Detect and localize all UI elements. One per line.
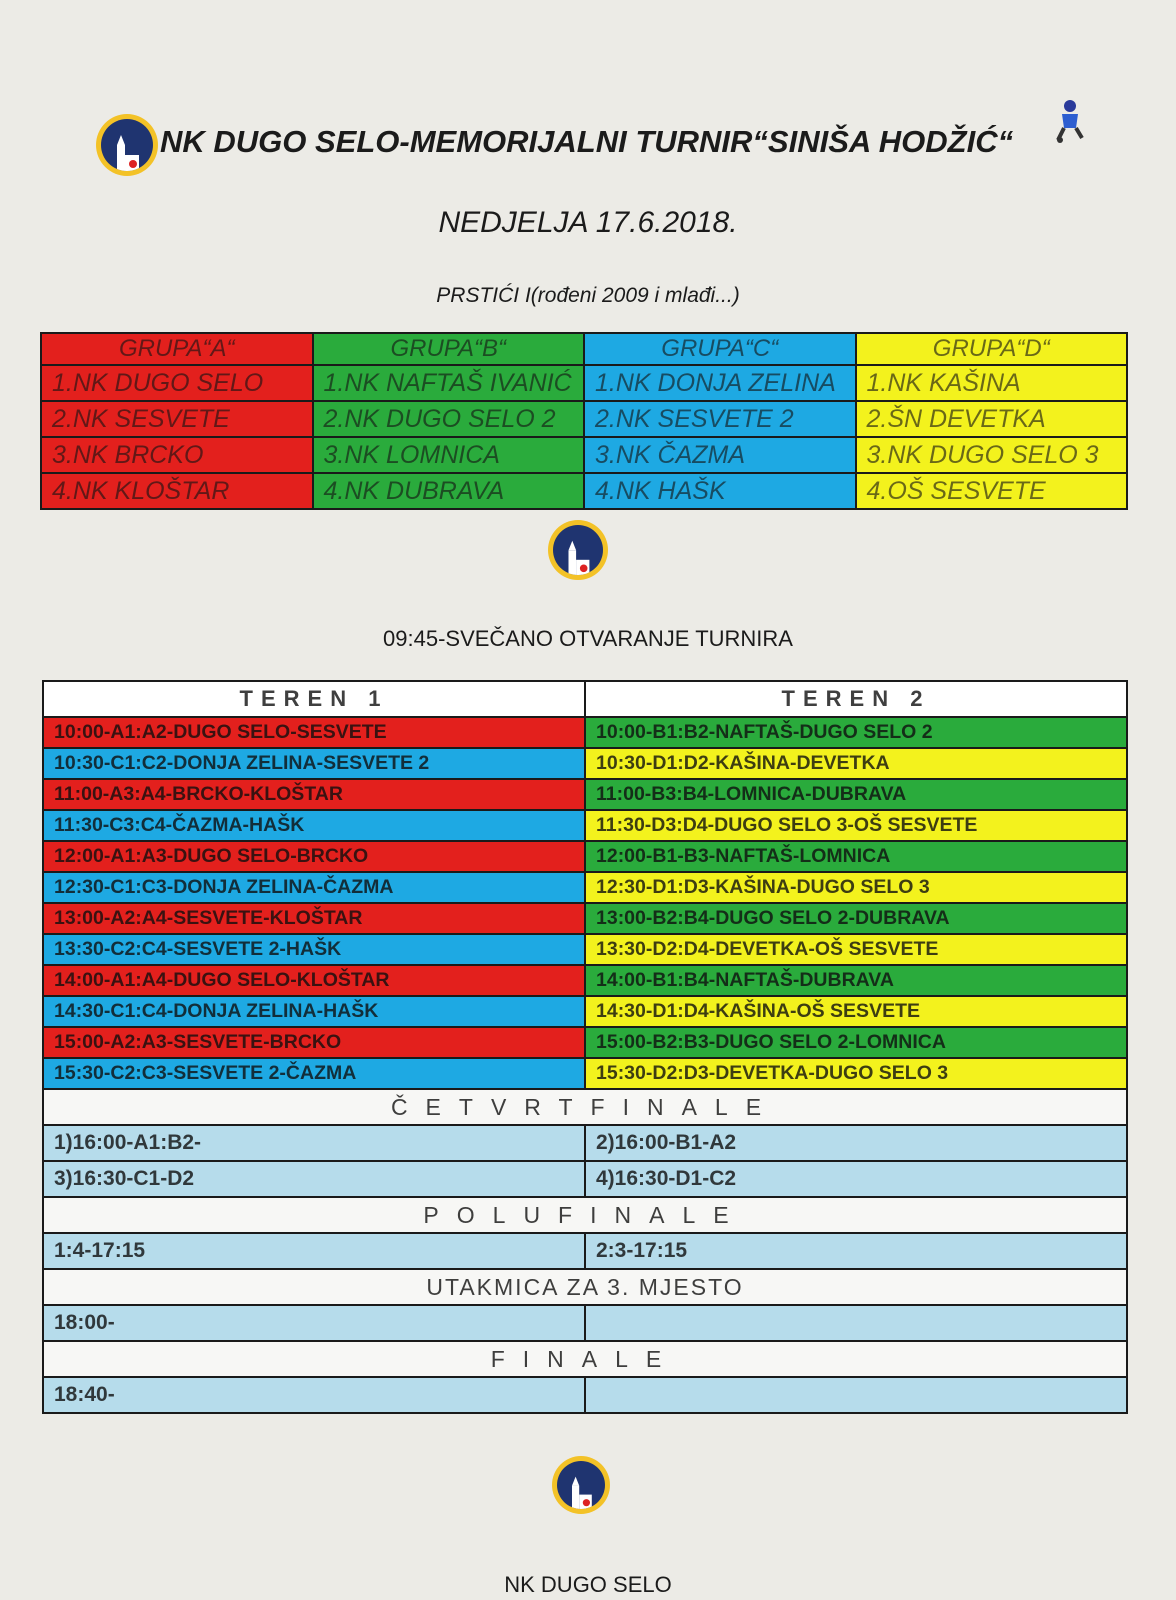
- field-1-header: TEREN 1: [43, 681, 585, 717]
- third-place-match: 18:00-: [43, 1305, 585, 1341]
- quarterfinal-match: 1)16:00-A1:B2-: [43, 1125, 585, 1161]
- match-cell: 10:00-A1:A2-DUGO SELO-SESVETE: [43, 717, 585, 748]
- field-2-header: TEREN 2: [585, 681, 1127, 717]
- group-header: GRUPA“A“: [41, 333, 313, 365]
- quarterfinal-match: 4)16:30-D1-C2: [585, 1161, 1127, 1197]
- opening-ceremony: 09:45-SVEČANO OTVARANJE TURNIRA: [383, 626, 793, 651]
- group-team: 1.NK DONJA ZELINA: [584, 365, 856, 401]
- match-cell: 13:00-B2:B4-DUGO SELO 2-DUBRAVA: [585, 903, 1127, 934]
- group-team: 4.NK KLOŠTAR: [41, 473, 313, 509]
- group-team: 1.NK KAŠINA: [856, 365, 1128, 401]
- groups-table: [40, 332, 1128, 510]
- group-header: GRUPA“D“: [856, 333, 1128, 365]
- page-title: NK DUGO SELO-MEMORIJALNI TURNIR“SINIŠA HODŽIĆ“: [160, 124, 1014, 159]
- match-cell: 15:30-C2:C3-SESVETE 2-ČAZMA: [43, 1058, 585, 1089]
- group-team: 4.OŠ SESVETE: [856, 473, 1128, 509]
- group-team: 4.NK HAŠK: [584, 473, 856, 509]
- group-team: 2.ŠN DEVETKA: [856, 401, 1128, 437]
- match-cell: 14:00-A1:A4-DUGO SELO-KLOŠTAR: [43, 965, 585, 996]
- final-header: FINALE: [43, 1341, 1127, 1377]
- match-cell: 15:30-D2:D3-DEVETKA-DUGO SELO 3: [585, 1058, 1127, 1089]
- match-cell: 10:00-B1:B2-NAFTAŠ-DUGO SELO 2: [585, 717, 1127, 748]
- match-cell: 10:30-D1:D2-KAŠINA-DEVETKA: [585, 748, 1127, 779]
- group-team: 3.NK DUGO SELO 3: [856, 437, 1128, 473]
- group-team: 2.NK DUGO SELO 2: [313, 401, 585, 437]
- match-cell: 12:00-B1-B3-NAFTAŠ-LOMNICA: [585, 841, 1127, 872]
- match-cell: 14:30-C1:C4-DONJA ZELINA-HAŠK: [43, 996, 585, 1027]
- match-cell: 11:00-A3:A4-BRCKO-KLOŠTAR: [43, 779, 585, 810]
- final-match: 18:40-: [43, 1377, 585, 1413]
- third-place-header: UTAKMICA ZA 3. MJESTO: [43, 1269, 1127, 1305]
- group-team: 2.NK SESVETE 2: [584, 401, 856, 437]
- club-logo: [96, 114, 158, 176]
- empty-cell: [585, 1377, 1127, 1413]
- quarterfinal-match: 3)16:30-C1-D2: [43, 1161, 585, 1197]
- group-team: 3.NK LOMNICA: [313, 437, 585, 473]
- match-cell: 15:00-B2:B3-DUGO SELO 2-LOMNICA: [585, 1027, 1127, 1058]
- match-cell: 13:00-A2:A4-SESVETE-KLOŠTAR: [43, 903, 585, 934]
- match-cell: 12:00-A1:A3-DUGO SELO-BRCKO: [43, 841, 585, 872]
- semifinal-header: POLUFINALE: [43, 1197, 1127, 1233]
- empty-cell: [585, 1305, 1127, 1341]
- match-cell: 14:00-B1:B4-NAFTAŠ-DUBRAVA: [585, 965, 1127, 996]
- match-cell: 15:00-A2:A3-SESVETE-BRCKO: [43, 1027, 585, 1058]
- quarterfinal-match: 2)16:00-B1-A2: [585, 1125, 1127, 1161]
- group-team: 3.NK ČAZMA: [584, 437, 856, 473]
- group-team: 4.NK DUBRAVA: [313, 473, 585, 509]
- match-cell: 12:30-D1:D3-KAŠINA-DUGO SELO 3: [585, 872, 1127, 903]
- semifinal-match: 1:4-17:15: [43, 1233, 585, 1269]
- group-header: GRUPA“B“: [313, 333, 585, 365]
- match-cell: 11:30-C3:C4-ČAZMA-HAŠK: [43, 810, 585, 841]
- group-header: GRUPA“C“: [584, 333, 856, 365]
- match-cell: 11:30-D3:D4-DUGO SELO 3-OŠ SESVETE: [585, 810, 1127, 841]
- group-team: 1.NK DUGO SELO: [41, 365, 313, 401]
- group-team: 1.NK NAFTAŠ IVANIĆ: [313, 365, 585, 401]
- semifinal-match: 2:3-17:15: [585, 1233, 1127, 1269]
- group-team: 3.NK BRCKO: [41, 437, 313, 473]
- event-date: NEDJELJA 17.6.2018.: [438, 206, 738, 239]
- quarterfinal-header: ČETVRTFINALE: [43, 1089, 1127, 1125]
- footer-club-name: NK DUGO SELO: [504, 1572, 672, 1597]
- match-cell: 13:30-C2:C4-SESVETE 2-HAŠK: [43, 934, 585, 965]
- match-cell: 12:30-C1:C3-DONJA ZELINA-ČAZMA: [43, 872, 585, 903]
- match-cell: 11:00-B3:B4-LOMNICA-DUBRAVA: [585, 779, 1127, 810]
- match-cell: 14:30-D1:D4-KAŠINA-OŠ SESVETE: [585, 996, 1127, 1027]
- club-logo: [552, 1456, 610, 1514]
- group-team: 2.NK SESVETE: [41, 401, 313, 437]
- club-logo: [548, 520, 608, 580]
- match-cell: 10:30-C1:C2-DONJA ZELINA-SESVETE 2: [43, 748, 585, 779]
- match-cell: 13:30-D2:D4-DEVETKA-OŠ SESVETE: [585, 934, 1127, 965]
- match-schedule-table: [42, 680, 1128, 1414]
- football-player-icon: [1052, 98, 1088, 144]
- age-category: PRSTIĆI I(rođeni 2009 i mlađi...): [436, 284, 740, 307]
